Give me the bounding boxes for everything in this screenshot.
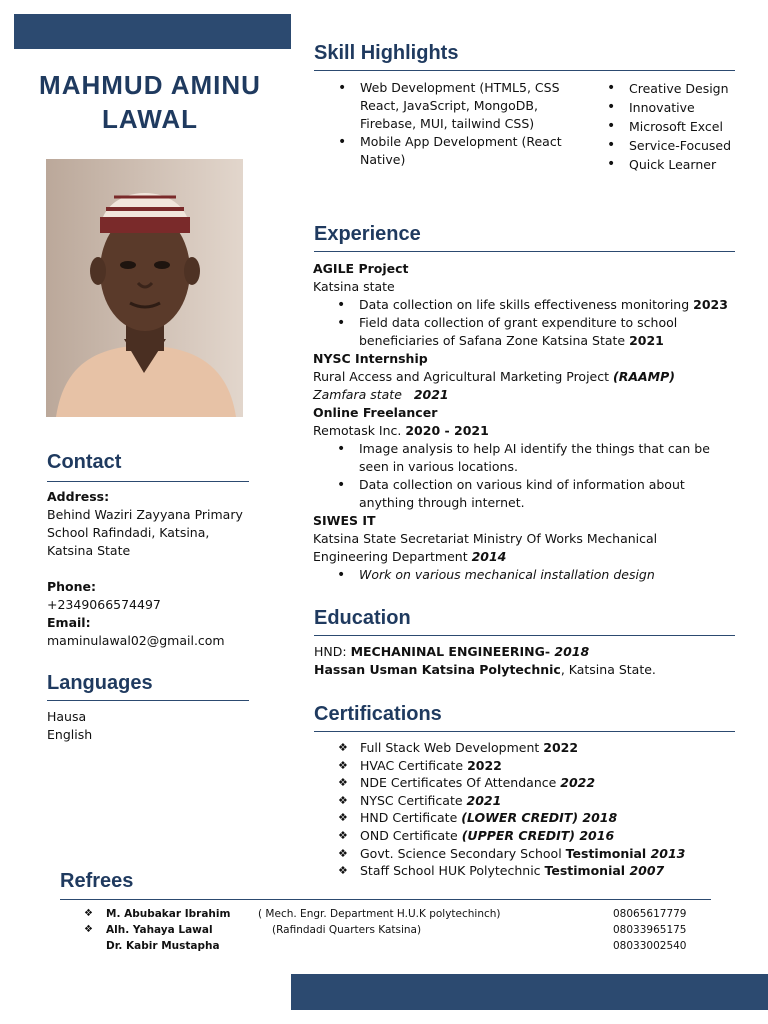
cert-text: HND Certificate <box>360 810 462 826</box>
skill-line: Firebase, MUI, tailwind CSS) <box>360 116 535 131</box>
referees-heading: Refrees <box>60 870 134 892</box>
job-project <box>313 368 753 386</box>
bullet-text: • Image analysis to help AI identify the things that can be <box>359 441 710 456</box>
certifications-heading: Certifications <box>314 703 442 725</box>
bottom-accent-bar <box>291 974 768 1010</box>
bullet-text: • Data collection on various kind of information about <box>359 477 685 492</box>
cert-bold: Testimonial <box>544 863 630 879</box>
experience-rule <box>314 251 735 252</box>
skills-left-list <box>314 79 594 169</box>
cert-text: Govt. Science Secondary School <box>360 845 566 861</box>
job-company: Katsina State Secretariat Ministry Of Works Mechanical <box>313 531 658 546</box>
referee-bullet-icon: ❖ <box>84 908 93 919</box>
certification-item <box>314 774 754 792</box>
cert-text: NDE Certificates Of Attendance <box>360 775 561 791</box>
cert-year: 2022 <box>543 740 579 755</box>
school-line <box>314 661 754 679</box>
referee-name: M. Abubakar Ibrahim <box>106 908 231 920</box>
project-abbr: (RAAMP) <box>613 369 675 384</box>
languages-heading: Languages <box>47 672 153 694</box>
bullet-year: 2021 <box>629 333 664 348</box>
school-suffix: , Katsina State. <box>560 662 656 677</box>
bullet-text: beneficiaries of Safana Zone Katsina State <box>359 333 630 348</box>
contact-block <box>47 488 262 650</box>
skill-item: • Microsoft Excel <box>583 117 753 136</box>
education-heading: Education <box>314 607 411 629</box>
cert-year: 2013 <box>650 845 686 861</box>
skills-right-list <box>583 79 753 174</box>
education-rule <box>314 635 735 636</box>
address-line: School Rafindadi, Katsina, <box>47 525 210 540</box>
job-title: SIWES IT <box>313 513 376 528</box>
cert-year: 2022 <box>467 757 502 773</box>
school-name: Hassan Usman Katsina Polytechnic <box>314 662 561 677</box>
experience-block <box>313 260 753 584</box>
skill-item <box>314 133 594 169</box>
skill-item: • Quick Learner <box>583 155 753 174</box>
cert-text: NYSC Certificate <box>360 792 467 808</box>
address-line: Behind Waziri Zayyana Primary <box>47 507 243 522</box>
skills-rule <box>314 70 735 71</box>
experience-heading: Experience <box>314 223 421 245</box>
referee-name: Dr. Kabir Mustapha <box>106 940 220 952</box>
profile-photo <box>46 159 243 417</box>
referee-phone: 08065617779 <box>613 908 687 920</box>
cert-year: 2021 <box>466 792 502 808</box>
job-bullet <box>313 440 753 476</box>
company-years: 2020 - 2021 <box>405 423 489 438</box>
referee-phone: 08033965175 <box>613 924 687 936</box>
department-text: Engineering Department <box>313 549 472 564</box>
degree-line <box>314 643 754 661</box>
bullet-year: 2023 <box>693 297 728 312</box>
skill-item: • Service-Focused <box>583 136 753 155</box>
cert-text: HVAC Certificate <box>360 757 468 773</box>
degree-prefix: HND: <box>314 644 351 659</box>
skill-item <box>314 79 594 133</box>
certification-item <box>314 845 754 863</box>
location-text: Zamfara state <box>313 387 406 402</box>
job-bullet: • Work on various mechanical installation design <box>313 566 753 584</box>
cert-bold: Testimonial <box>565 845 651 861</box>
job-location: Katsina state <box>313 279 395 294</box>
languages-list <box>47 708 92 744</box>
certification-item <box>314 827 754 845</box>
candidate-name: MAHMUD AMINU LAWAL <box>39 70 261 134</box>
referee-name: Alh. Yahaya Lawal <box>106 924 213 936</box>
referee-detail: ( Mech. Engr. Department H.U.K polytechinch) <box>258 908 501 920</box>
cert-text: Full Stack Web Development <box>360 740 544 755</box>
certifications-rule <box>314 731 735 732</box>
certification-item <box>314 809 754 827</box>
contact-heading: Contact <box>47 451 122 473</box>
location-year: 2021 <box>413 387 449 402</box>
referee-phone: 08033002540 <box>613 940 687 952</box>
language-item: Hausa <box>47 709 87 724</box>
referee-bullet-icon: ❖ <box>84 924 93 935</box>
degree-year: 2018 <box>554 644 590 659</box>
languages-rule <box>47 700 249 701</box>
skill-item: • Innovative <box>583 98 753 117</box>
skill-item: • Creative Design <box>583 79 753 98</box>
certification-item <box>314 757 754 775</box>
cert-year: 2022 <box>560 775 596 791</box>
cert-text: OND Certificate <box>360 827 462 843</box>
language-item: English <box>47 727 93 742</box>
certification-item <box>314 792 754 810</box>
certification-item <box>314 862 754 880</box>
bullet-text: Data collection on life skills effectiveness monitoring <box>359 297 694 312</box>
contact-rule <box>47 481 249 482</box>
job-title: Online Freelancer <box>313 405 438 420</box>
job-title: NYSC Internship <box>313 351 428 366</box>
skill-line: Native) <box>360 152 406 167</box>
job-title: AGILE Project <box>313 261 409 276</box>
skill-line: • Web Development (HTML5, CSS <box>360 80 560 95</box>
referee-detail: (Rafindadi Quarters Katsina) <box>272 924 422 936</box>
education-block <box>314 643 754 679</box>
bullet-text: • Field data collection of grant expenditure to school <box>359 315 678 330</box>
email-label: Email: <box>47 615 91 630</box>
phone-label: Phone: <box>47 579 97 594</box>
cert-year: (UPPER CREDIT) 2016 <box>461 827 615 843</box>
bullet-text: seen in various locations. <box>359 459 518 474</box>
referees-rule <box>60 899 711 900</box>
address-label: Address: <box>47 489 110 504</box>
job-bullet <box>313 476 753 512</box>
job-location <box>313 386 753 404</box>
skill-line: • Mobile App Development (React <box>360 134 562 149</box>
company-name: Remotask Inc. <box>313 423 406 438</box>
department-year: 2014 <box>471 549 507 564</box>
cert-text: Staff School HUK Polytechnic <box>360 863 545 879</box>
skills-heading: Skill Highlights <box>314 42 459 64</box>
email-value: maminulawal02@gmail.com <box>47 633 225 648</box>
top-accent-bar <box>14 14 291 49</box>
project-name: Rural Access and Agricultural Marketing Project <box>313 369 613 384</box>
cert-year: 2007 <box>629 863 665 879</box>
job-department <box>313 548 753 566</box>
job-bullet <box>313 314 753 350</box>
job-company <box>313 422 753 440</box>
certification-item <box>314 739 754 757</box>
phone-value: +2349066574497 <box>47 597 161 612</box>
skill-line: React, JavaScript, MongoDB, <box>360 98 538 113</box>
degree-name: MECHANINAL ENGINEERING- <box>350 644 555 659</box>
job-bullet <box>313 296 753 314</box>
address-line: Katsina State <box>47 543 131 558</box>
bullet-text: anything through internet. <box>359 495 525 510</box>
cert-year: (LOWER CREDIT) 2018 <box>461 810 618 826</box>
certifications-list <box>314 739 754 880</box>
